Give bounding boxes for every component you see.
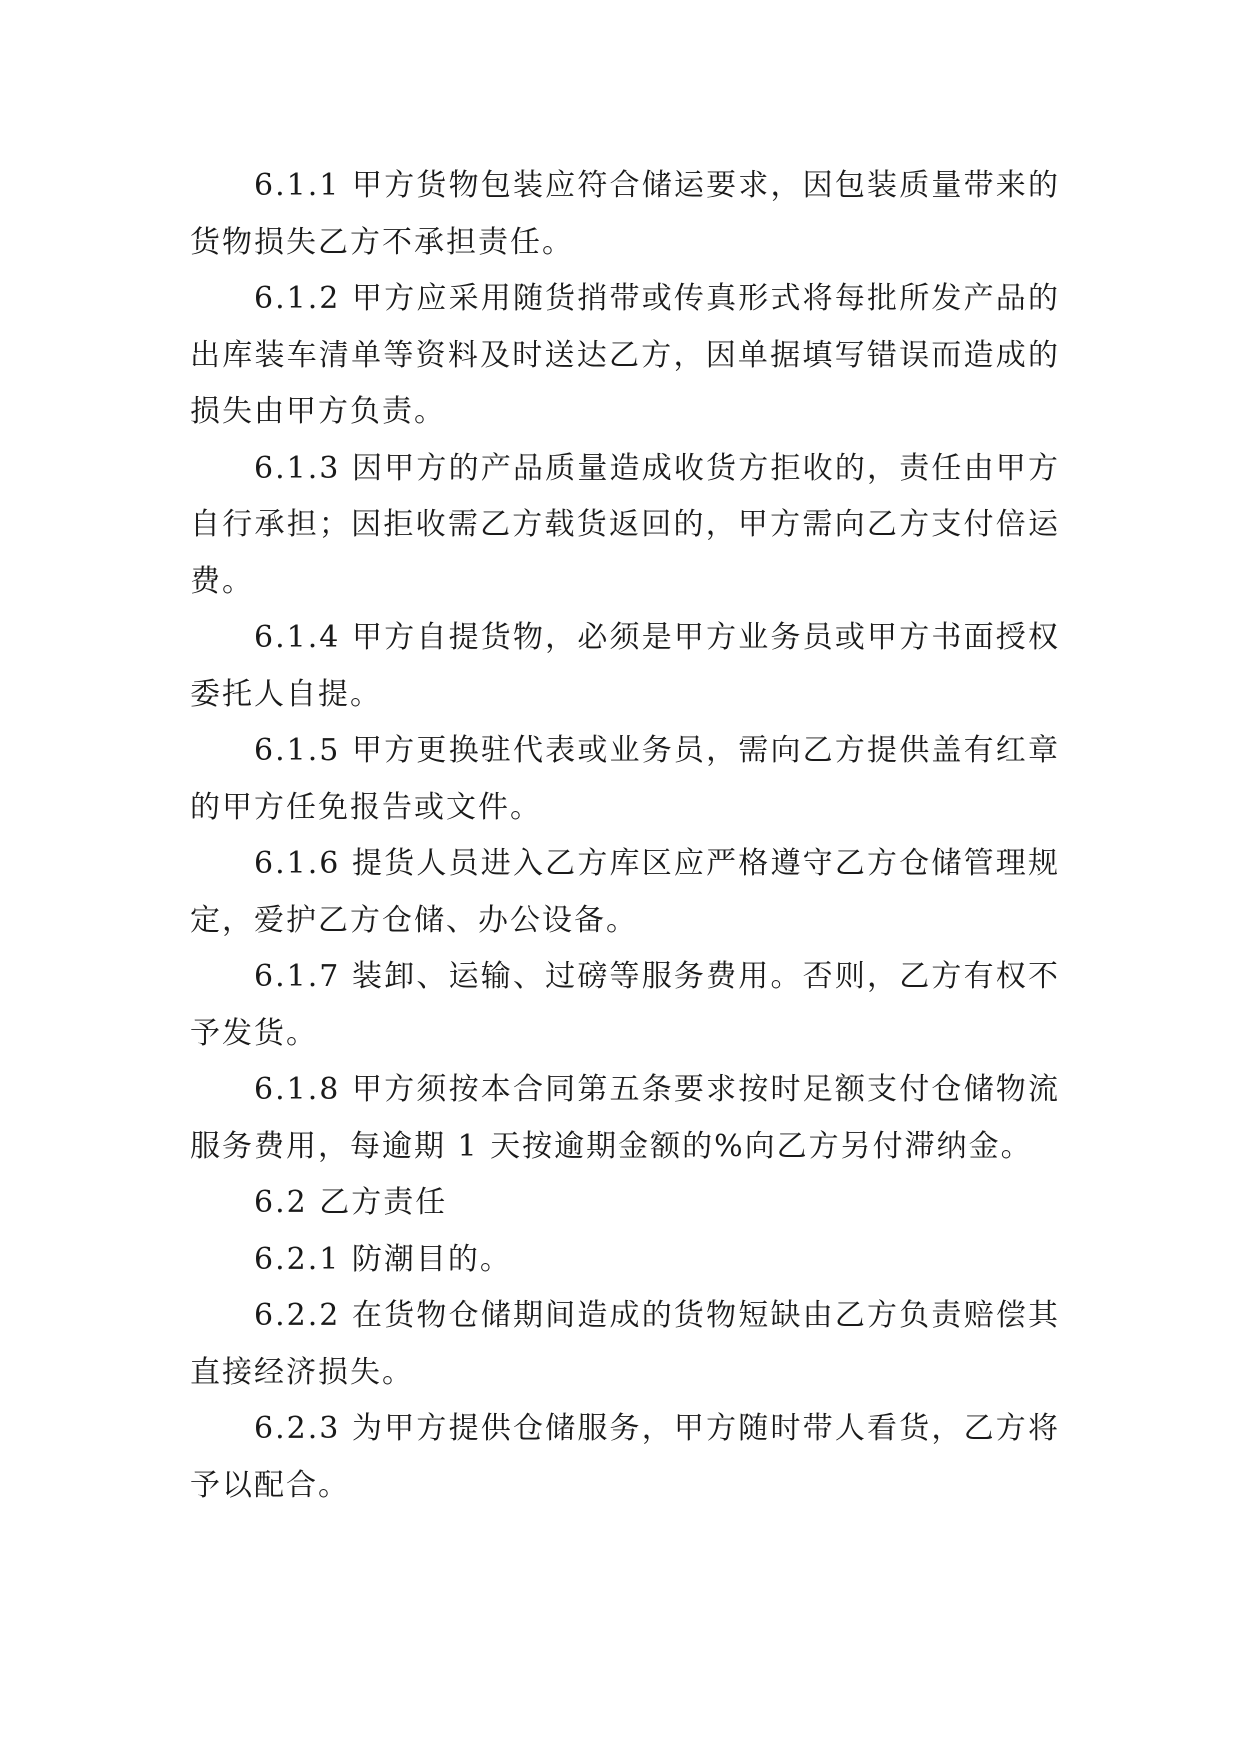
clause-6-1-4: 6.1.4 甲方自提货物，必须是甲方业务员或甲方书面授权委托人自提。	[190, 620, 1060, 712]
clause-6-1-1: 6.1.1 甲方货物包装应符合储运要求，因包装质量带来的货物损失乙方不承担责任。	[190, 168, 1060, 260]
clause-6-2-3: 6.2.3 为甲方提供仓储服务，甲方随时带人看货，乙方将予以配合。	[190, 1411, 1060, 1503]
clause-6-1-5: 6.1.5 甲方更换驻代表或业务员，需向乙方提供盖有红章的甲方任免报告或文件。	[190, 733, 1060, 825]
clause-6-1-6: 6.1.6 提货人员进入乙方库区应严格遵守乙方仓储管理规定，爱护乙方仓储、办公设备。	[190, 846, 1060, 938]
clause-6-1-2: 6.1.2 甲方应采用随货捎带或传真形式将每批所发产品的出库装车清单等资料及时送达乙方，因单据填写错误而造成的损失由甲方负责。	[190, 281, 1060, 429]
clause-6-2-2: 6.2.2 在货物仓储期间造成的货物短缺由乙方负责赔偿其直接经济损失。	[190, 1298, 1060, 1390]
clause-6-2-1: 6.2.1 防潮目的。	[254, 1241, 512, 1277]
clause-6-1-3: 6.1.3 因甲方的产品质量造成收货方拒收的，责任由甲方自行承担；因拒收需乙方载货返回的，甲方需向乙方支付倍运费。	[190, 450, 1060, 599]
clause-6-1-8: 6.1.8 甲方须按本合同第五条要求按时足额支付仓储物流服务费用，每逾期 1 天按逾期金额的%向乙方另付滞纳金。	[190, 1072, 1060, 1164]
document-body	[190, 158, 1060, 1514]
clause-6-1-7: 6.1.7 装卸、运输、过磅等服务费用。否则，乙方有权不予发货。	[190, 959, 1060, 1051]
section-heading-6-2: 6.2 乙方责任	[254, 1185, 448, 1220]
